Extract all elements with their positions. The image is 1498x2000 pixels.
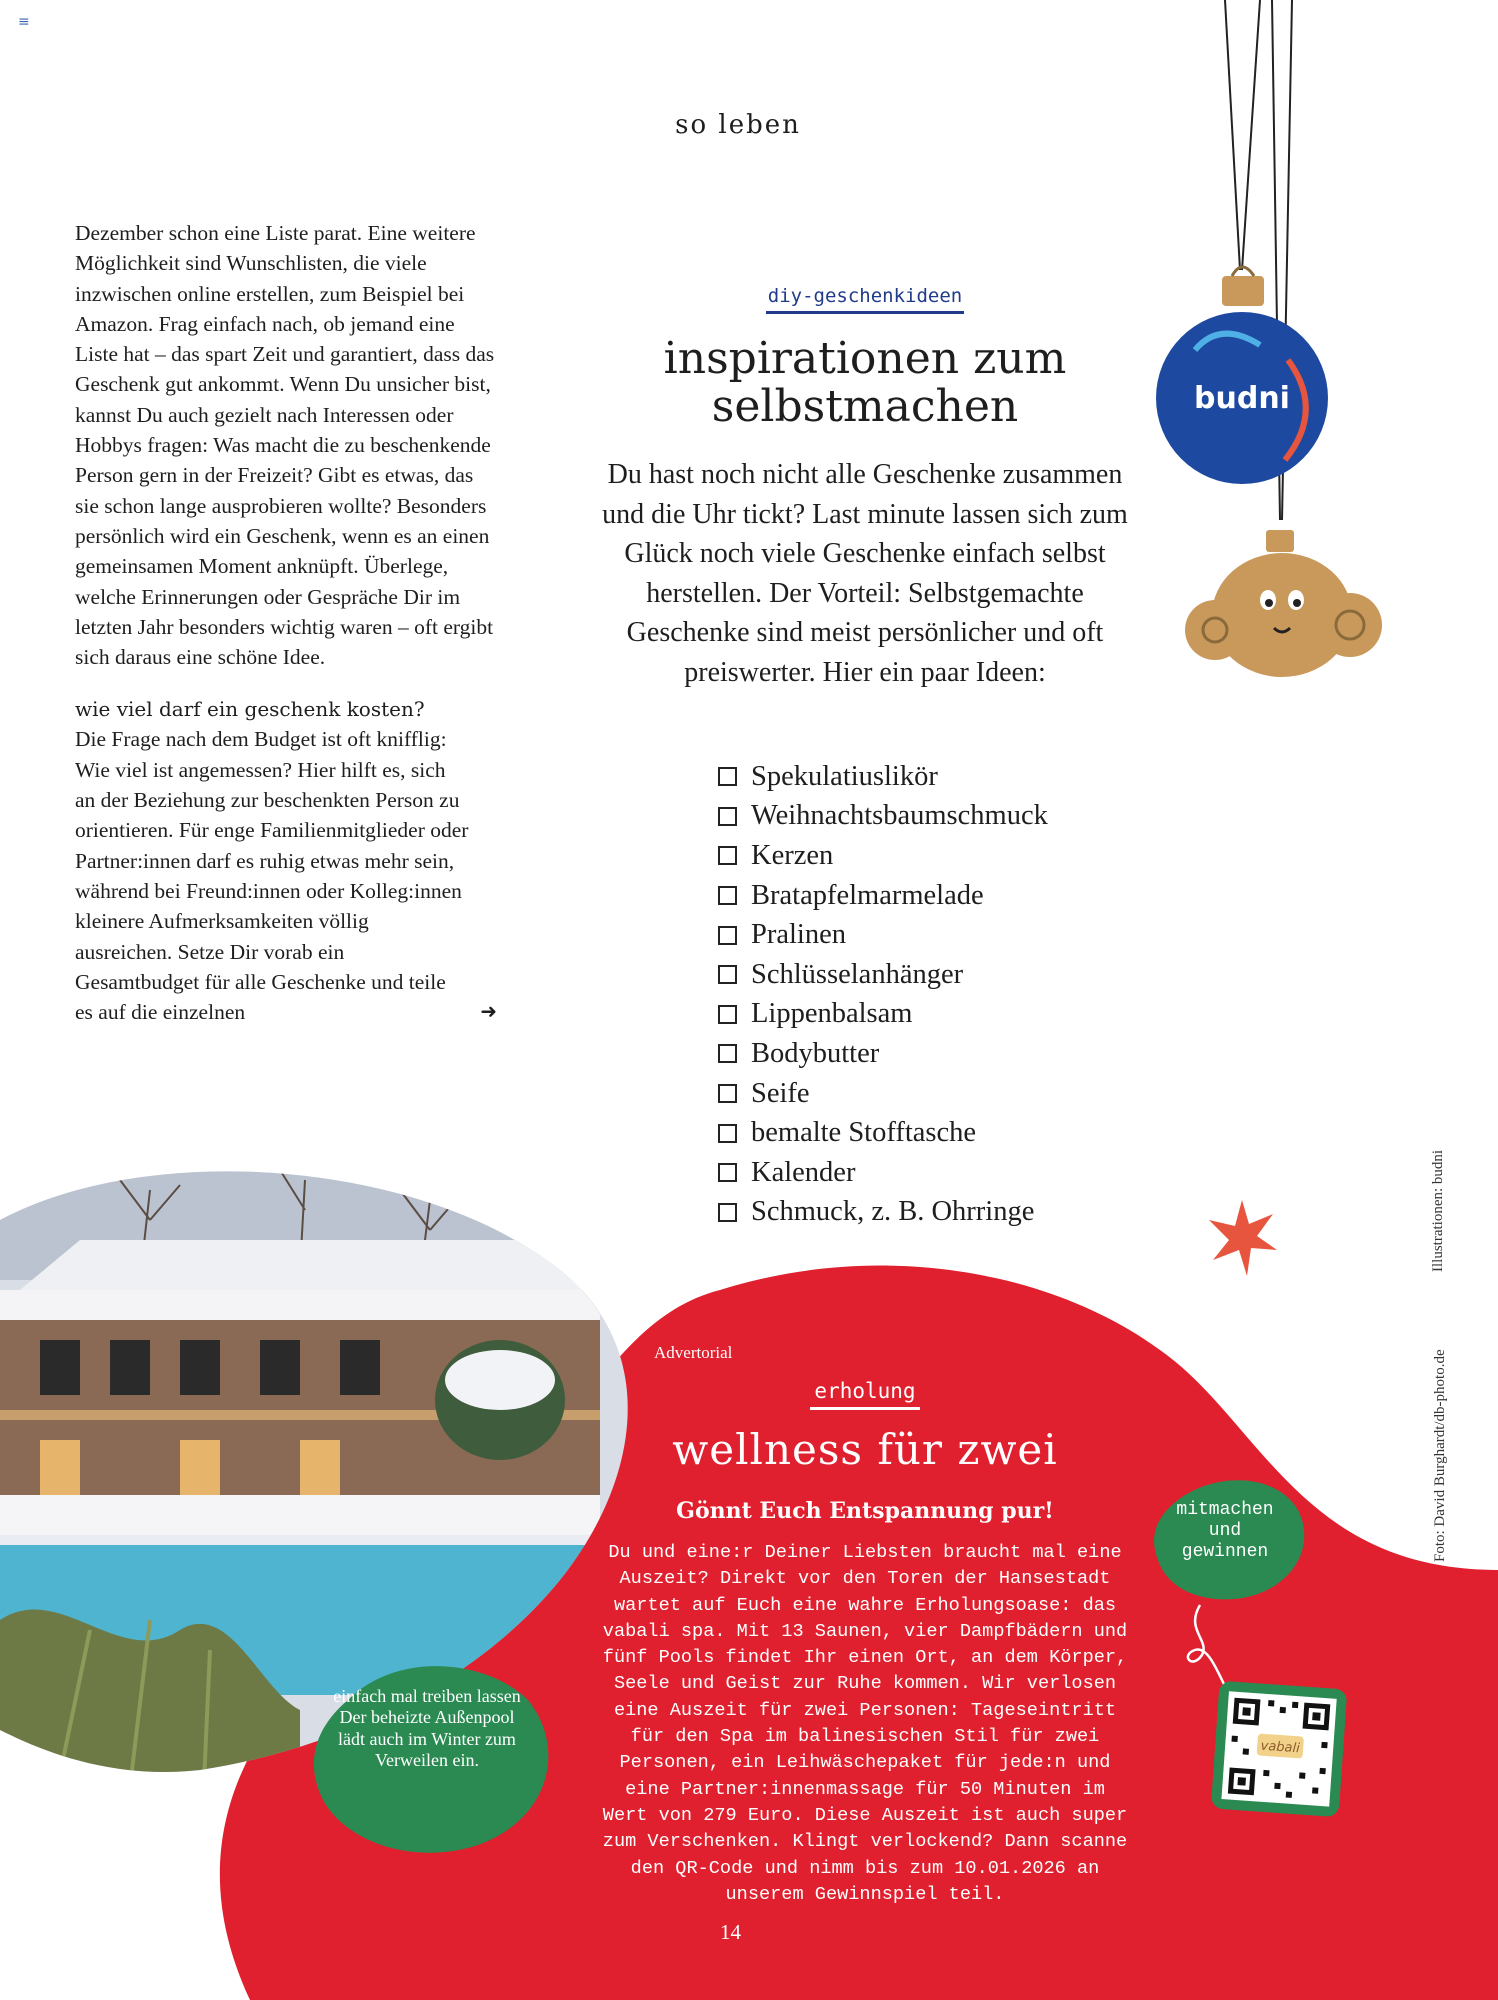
idea-label: Seife xyxy=(751,1077,810,1109)
idea-item xyxy=(718,1113,1048,1153)
advertorial-body: Du und eine:r Deiner Liebsten braucht mal eine Auszeit? Direkt vor den Toren der Hansestadt wartet auf Euch eine wahre Erholungsoase: das vabali spa. Mit 13 Saunen, vier Dampfbädern und fünf Pools findet Ihr einen Ort, an dem Körper, Seele und Geist zur Ruhe kommen. Wir verlosen eine Auszeit für zwei Personen: Tageseintritt für den Spa im balinesischen Stil für zwei Personen, ein Leihwäschepaket für jede:n und eine Partner:innenmassage für 50 Minuten im Wert von 279 Euro. Diese Auszeit ist auch super zum Verschenken. Klingt verlockend? Dann scanne den QR-Code und nimm bis zum 10.01.2026 an unserem Gewinnspiel teil. xyxy=(602,1542,1128,1905)
cookie-ornament xyxy=(1185,530,1382,677)
idea-item xyxy=(718,1034,1048,1074)
continue-arrow-icon: ➜ xyxy=(480,1001,497,1024)
idea-item xyxy=(718,797,1048,837)
advertorial-label: Advertorial xyxy=(654,1343,733,1362)
diy-kicker: diy-geschenkideen xyxy=(600,285,1130,307)
erholung-kicker: erholung xyxy=(700,1379,1030,1403)
checkbox-icon xyxy=(718,926,737,945)
idea-item xyxy=(718,757,1048,797)
budni-logo: budni xyxy=(1194,381,1290,416)
checkbox-icon xyxy=(718,1084,737,1103)
illustration-credit: Illustrationen: budni xyxy=(1430,1149,1446,1272)
budni-ornament xyxy=(1156,267,1328,484)
idea-label: bemalte Stofftasche xyxy=(751,1117,977,1149)
idea-label: Schlüsselanhänger xyxy=(751,958,964,990)
checkbox-icon xyxy=(718,1124,737,1143)
checkbox-icon xyxy=(718,767,737,786)
idea-label: Kerzen xyxy=(751,839,834,871)
section-label: so leben xyxy=(675,110,801,140)
idea-label: Schmuck, z. B. Ohrringe xyxy=(751,1196,1035,1228)
idea-label: Weihnachtsbaumschmuck xyxy=(751,800,1048,832)
diy-headline: inspirationen zum selbstmachen xyxy=(663,333,1067,432)
idea-item xyxy=(718,1074,1048,1114)
idea-label: Bratapfelmarmelade xyxy=(751,879,984,911)
subheading: wie viel darf ein geschenk kosten? xyxy=(75,697,425,722)
idea-item xyxy=(718,836,1048,876)
checkbox-icon xyxy=(718,965,737,984)
idea-item xyxy=(718,876,1048,916)
idea-label: Pralinen xyxy=(751,919,846,951)
hamburger-icon[interactable]: ≡ xyxy=(18,14,30,30)
idea-label: Bodybutter xyxy=(751,1037,880,1069)
advertorial-title: wellness für zwei xyxy=(672,1425,1058,1474)
page-number: 14 xyxy=(720,1920,741,1944)
idea-item xyxy=(718,915,1048,955)
checkbox-icon xyxy=(718,807,737,826)
body-paragraph: Dezember schon eine Liste parat. Eine weitere Möglichkeit sind Wunschlisten, die viele inzwischen online erstellen, zum Beispiel bei Amazon. Frag einfach nach, ob jemand eine Liste hat – das spart Zeit und garantiert, dass das Geschenk gut ankommt. Wenn Du unsicher bist, kannst Du auch gezielt nach Interessen oder Hobbys fragen: Was macht die zu beschenkende Person gern in der Freizeit? Gibt es etwas, das sie schon lange ausprobieren wollte? Besonders persönlich wird ein Geschenk, wenn es an einen gemeinsamen Moment anknüpft. Überlege, welche Erinnerungen oder Gespräche Dir im letzten Jahr besonders wichtig waren – oft ergibt sich daraus eine schöne Idee. xyxy=(75,221,495,670)
photo-credit: Foto: David Burghardt/db-photo.de xyxy=(1432,1349,1448,1562)
checkbox-icon xyxy=(718,846,737,865)
checkbox-icon xyxy=(718,1005,737,1024)
idea-label: Lippenbalsam xyxy=(751,998,913,1030)
diy-intro: Du hast noch nicht alle Geschenke zusammen und die Uhr tickt? Last minute lassen sich zum Glück noch viele Geschenke einfach selbst herstellen. Der Vorteil: Selbstgemachte Geschenke sind meist persönlicher und oft preiswerter. Hier ein paar Ideen: xyxy=(602,459,1128,688)
left-column xyxy=(75,218,495,1027)
body-paragraph-2: Die Frage nach dem Budget ist oft knifflig: Wie viel ist angemessen? Hier hilft es, sich an der Beziehung zur beschenkten Person zu orientieren. Für enge Familienmitglieder oder Partner:innen darf es ruhig etwas mehr sein, während bei Freund:innen oder Kolleg:innen kleinere Aufmerksamkeiten völlig ausreichen. Setze Dir vorab ein Gesamtbudget für alle Geschenke und teile es auf die einzelnen ➜ xyxy=(75,724,495,1027)
idea-label: Spekulatiuslikör xyxy=(751,760,938,792)
qr-code[interactable] xyxy=(1205,1675,1355,1825)
idea-item xyxy=(718,955,1048,995)
idea-label: Kalender xyxy=(751,1156,856,1188)
checkbox-icon xyxy=(718,1044,737,1063)
photo-caption: einfach mal treiben lassen Der beheizte Außenpool lädt auch im Winter zum Verweilen ein. xyxy=(333,1686,521,1770)
advertorial-subtitle: Gönnt Euch Entspannung pur! xyxy=(676,1498,1054,1524)
vabali-logo: vabali xyxy=(1260,1738,1301,1757)
idea-item xyxy=(718,995,1048,1035)
cta-mitmachen: mitmachen und gewinnen xyxy=(1176,1500,1274,1562)
checkbox-icon xyxy=(718,886,737,905)
